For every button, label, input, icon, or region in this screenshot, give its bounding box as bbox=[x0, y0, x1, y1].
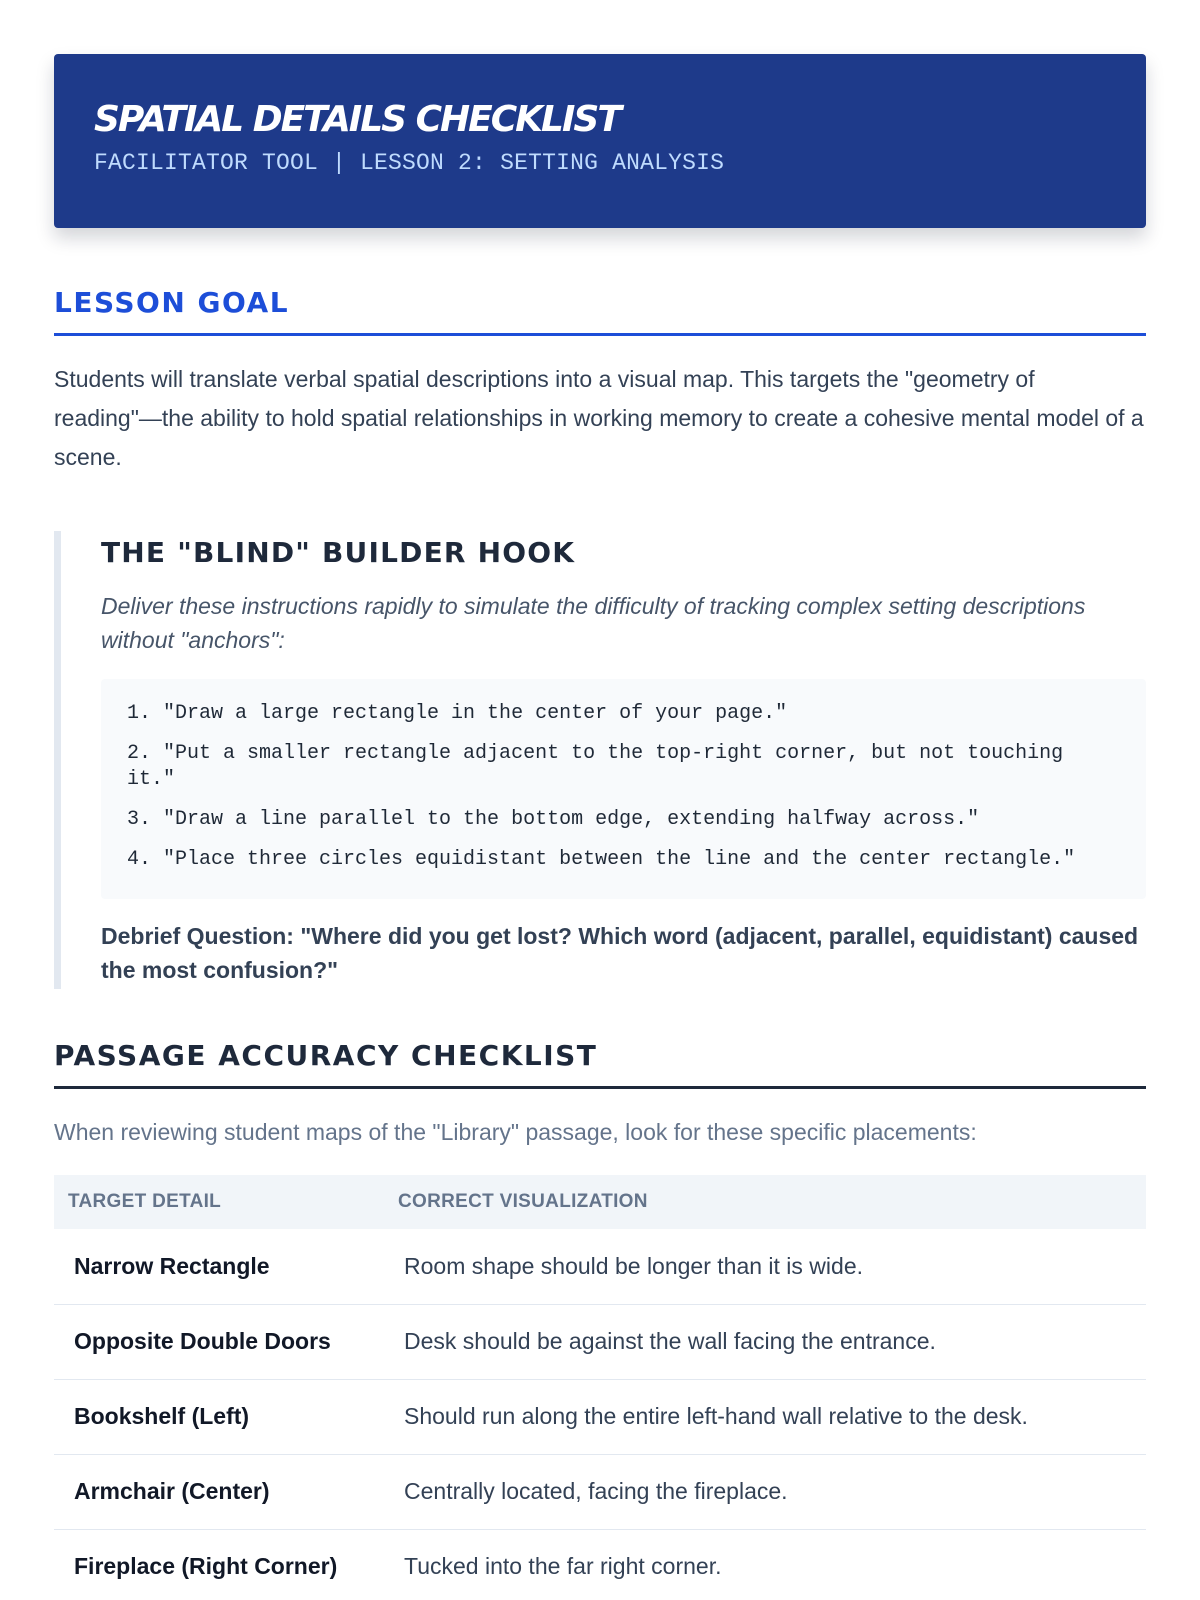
hook-step-3: 3. "Draw a line parallel to the bottom edge, extending halfway across." bbox=[127, 808, 980, 831]
header-banner bbox=[54, 54, 1146, 228]
target-detail-cell: Opposite Double Doors bbox=[54, 1304, 386, 1379]
table-row bbox=[54, 1304, 1146, 1379]
visualization-cell: Room shape should be longer than it is wide. bbox=[386, 1229, 1146, 1304]
visualization-cell: Tucked into the far right corner. bbox=[386, 1529, 1146, 1600]
page-title: SPATIAL DETAILS CHECKLIST bbox=[94, 99, 620, 140]
hook-section bbox=[54, 531, 1146, 989]
table-header-row bbox=[54, 1175, 1146, 1229]
hook-step-1: 1. "Draw a large rectangle in the center of your page." bbox=[127, 702, 788, 725]
table-row bbox=[54, 1454, 1146, 1529]
column-header-correct-visualization: CORRECT VISUALIZATION bbox=[398, 1191, 648, 1212]
hook-steps-list bbox=[101, 679, 1146, 899]
checklist-heading: PASSAGE ACCURACY CHECKLIST bbox=[54, 1039, 1146, 1089]
visualization-cell: Should run along the entire left-hand wall relative to the desk. bbox=[386, 1379, 1146, 1454]
debrief-question: Debrief Question: "Where did you get lost? Which word (adjacent, parallel, equidistant) caused the most confusion?" bbox=[101, 923, 1139, 983]
target-detail-cell: Fireplace (Right Corner) bbox=[54, 1529, 386, 1600]
hook-step-2: 2. "Put a smaller rectangle adjacent to the top-right corner, but not touching it." bbox=[127, 742, 1064, 791]
column-header-target-detail: TARGET DETAIL bbox=[68, 1191, 222, 1212]
table-row bbox=[54, 1379, 1146, 1454]
visualization-cell: Desk should be against the wall facing the entrance. bbox=[386, 1304, 1146, 1379]
target-detail-cell: Narrow Rectangle bbox=[54, 1229, 386, 1304]
page-subtitle: FACILITATOR TOOL | LESSON 2: SETTING ANALYSIS bbox=[94, 150, 725, 176]
checklist-intro: When reviewing student maps of the "Library" passage, look for these specific placements: bbox=[54, 1119, 977, 1145]
checklist-table bbox=[54, 1175, 1146, 1600]
hook-step-4: 4. "Place three circles equidistant between the line and the center rectangle." bbox=[127, 848, 1076, 871]
lesson-goal-text: Students will translate verbal spatial descriptions into a visual map. This targets the "geometry of reading"—the ability to hold spatial relationships in working memory to create a cohesive mental model of a scene. bbox=[54, 366, 1144, 470]
lesson-goal-heading: LESSON GOAL bbox=[54, 286, 1146, 336]
target-detail-cell: Armchair (Center) bbox=[54, 1454, 386, 1529]
table-row bbox=[54, 1229, 1146, 1304]
table-row bbox=[54, 1529, 1146, 1600]
hook-intro: Deliver these instructions rapidly to simulate the difficulty of tracking complex setting descriptions without "anchors": bbox=[101, 593, 1086, 653]
visualization-cell: Centrally located, facing the fireplace. bbox=[386, 1454, 1146, 1529]
hook-heading: THE "BLIND" BUILDER HOOK bbox=[101, 536, 576, 569]
target-detail-cell: Bookshelf (Left) bbox=[54, 1379, 386, 1454]
